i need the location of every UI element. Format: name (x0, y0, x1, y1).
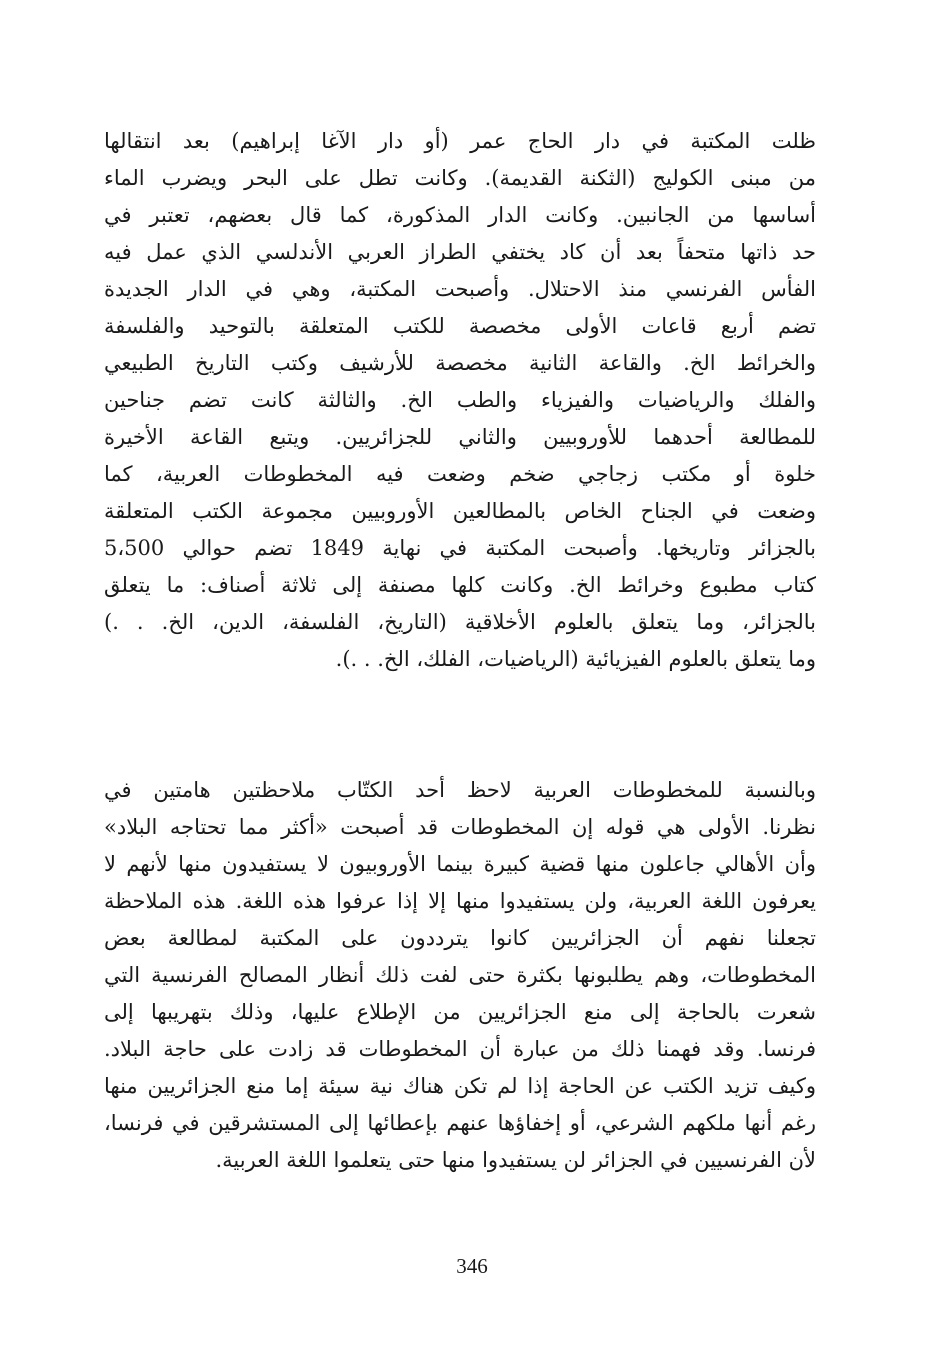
text-line: تجعلنا نفهم أن الجزائريين كانوا يترددون على المكتبة لمطالعة بعض (104, 926, 816, 950)
text-line: أساسها من الجانبين. وكانت الدار المذكورة، كما قال بعضهم، تعتبر في (104, 203, 816, 227)
text-line: فرنسا. وقد فهمنا ذلك من عبارة أن المخطوطات قد زادت على حاجة البلاد. (104, 1037, 816, 1061)
text-line: بالجزائر، وما يتعلق بالعلوم الأخلاقية (التاريخ، الفلسفة، الدين، الخ. . .) (104, 610, 816, 634)
text-line: تضم أربع قاعات الأولى مخصصة للكتب المتعلقة بالتوحيد والفلسفة (104, 314, 816, 338)
paragraph-library-history (104, 123, 816, 678)
text-line: الفأس الفرنسي منذ الاحتلال. وأصبحت المكتبة، وهي في الدار الجديدة (104, 277, 816, 301)
text-line: وكيف تزيد الكتب عن الحاجة إذا لم تكن هناك نية سيئة إما منع الجزائريين منها (104, 1074, 816, 1098)
text-line: والخرائط الخ. والقاعة الثانية مخصصة للأرشيف وكتب التاريخ الطبيعي (104, 351, 816, 375)
text-line: والفلك والرياضيات والفيزياء والطب الخ. والثالثة كانت تضم جناحين (104, 388, 816, 412)
text-line: وأن الأهالي جاعلون منها قضية كبيرة بينما الأوروبيون لا يستفيدون منها لأنهم لا (104, 852, 816, 876)
text-line: وضعت في الجناح الخاص بالمطالعين الأوروبيين مجموعة الكتب المتعلقة (104, 499, 816, 523)
text-line: يعرفون اللغة العربية، ولن يستفيدوا منها إلا إذا عرفوا هذه اللغة. هذه الملاحظة (104, 889, 816, 913)
paragraph-manuscripts (104, 772, 816, 1179)
page-number: 346 (456, 1254, 488, 1278)
text-line: المخطوطات، وهم يطلبونها بكثرة حتى لفت ذلك أنظار المصالح الفرنسية التي (104, 963, 816, 987)
text-line: حد ذاتها متحفاً بعد أن كاد يختفي الطراز العربي الأندلسي الذي عمل فيه (104, 240, 816, 264)
text-line: كتاب مطبوع وخرائط الخ. وكانت كلها مصنفة إلى ثلاثة أصناف: ما يتعلق (104, 573, 816, 597)
text-line: وبالنسبة للمخطوطات العربية لاحظ أحد الكتّاب ملاحظتين هامتين في (104, 778, 816, 802)
text-line: وما يتعلق بالعلوم الفيزيائية (الرياضيات، الفلك، الخ. . .). (335, 647, 816, 671)
text-line: من مبنى الكوليج (الثكنة القديمة). وكانت تطل على البحر ويضرب الماء (104, 166, 816, 190)
text-line: نظرنا. الأولى هي قوله إن المخطوطات قد أصبحت «أكثر مما تحتاجه البلاد» (104, 815, 816, 839)
text-line: رغم أنها ملكهم الشرعي، أو إخفاؤها عنهم بإعطائها إلى المستشرقين في فرنسا، (104, 1111, 816, 1135)
text-line: للمطالعة أحدهما للأوروبيين والثاني للجزائريين. ويتبع القاعة الأخيرة (104, 425, 816, 449)
text-line: ظلت المكتبة في دار الحاج عمر (أو دار الآغا إبراهيم) بعد انتقالها (104, 129, 816, 153)
text-line: خلوة أو مكتب زجاجي ضخم وضعت فيه المخطوطات العربية، كما (104, 462, 816, 486)
text-line: شعرت بالحاجة إلى منع الجزائريين من الإطلاع عليها، وذلك بتهريبها إلى (104, 1000, 816, 1024)
text-line: بالجزائر وتاريخها. وأصبحت المكتبة في نهاية 1849 تضم حوالي 5،500 (104, 536, 816, 560)
text-line: لأن الفرنسيين في الجزائر لن يستفيدوا منها حتى يتعلموا اللغة العربية. (215, 1148, 816, 1172)
